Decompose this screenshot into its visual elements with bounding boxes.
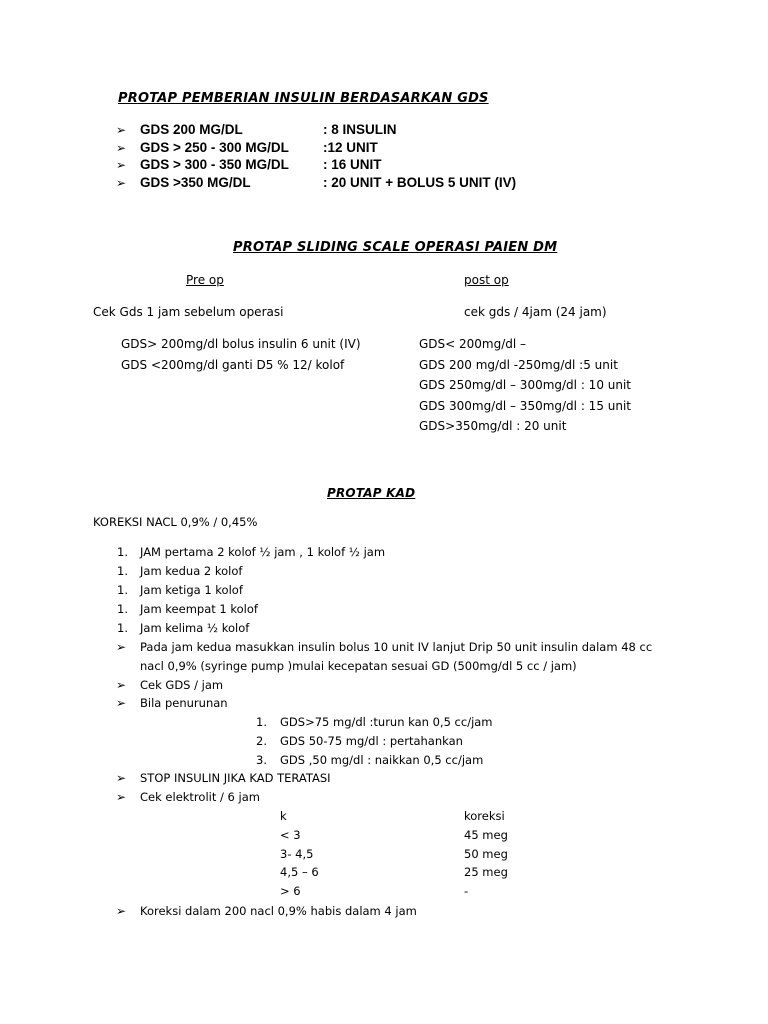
post-op-line: GDS< 200mg/dl – xyxy=(419,337,527,351)
bullet-item-stop-insulin: STOP INSULIN JIKA KAD TERATASI xyxy=(140,771,331,785)
post-op-title: post op xyxy=(464,273,509,287)
post-op-line: GDS 250mg/dl – 300mg/dl : 10 unit xyxy=(419,378,632,392)
bullet-icon: ➢ xyxy=(116,176,127,190)
gds-list-item-value: :12 UNIT xyxy=(323,140,378,155)
pre-op-line: GDS <200mg/dl ganti D5 % 12/ kolof xyxy=(121,358,345,372)
table-cell: 4,5 – 6 xyxy=(280,865,319,879)
table-cell: 45 meg xyxy=(464,828,508,842)
bullet-icon: ➢ xyxy=(116,771,127,785)
sub-item-number: 3. xyxy=(256,753,267,767)
post-op-intro: cek gds / 4jam (24 jam) xyxy=(464,305,607,319)
gds-list-item-value: : 8 INSULIN xyxy=(323,122,397,137)
bullet-icon: ➢ xyxy=(116,158,127,172)
gds-list-item-label: GDS 200 MG/DL xyxy=(140,122,243,137)
list-item-number: 1. xyxy=(117,583,128,597)
post-op-line: GDS 300mg/dl – 350mg/dl : 15 unit xyxy=(419,399,632,413)
bullet-icon: ➢ xyxy=(116,790,127,804)
table-cell: < 3 xyxy=(280,828,301,842)
gds-list-item-label: GDS > 250 - 300 MG/DL xyxy=(140,140,289,155)
list-item-number: 1. xyxy=(117,564,128,578)
bullet-item-penurunan: Bila penurunan xyxy=(140,696,228,710)
gds-list-item-value: : 20 UNIT + BOLUS 5 UNIT (IV) xyxy=(323,175,517,190)
table-cell: 50 meg xyxy=(464,847,508,861)
list-item: Jam kedua 2 kolof xyxy=(140,564,243,578)
list-item: Jam kelima ½ kolof xyxy=(140,621,250,635)
post-op-line: GDS 200 mg/dl -250mg/dl :5 unit xyxy=(419,358,618,372)
list-item-number: 1. xyxy=(117,602,128,616)
bullet-item-insulin-drip-cont: nacl 0,9% (syringe pump )mulai kecepatan sesuai GD (500mg/dl 5 cc / jam) xyxy=(140,659,577,673)
bullet-item-cek-gds: Cek GDS / jam xyxy=(140,678,224,692)
table-cell: > 6 xyxy=(280,884,301,898)
table-cell: - xyxy=(464,884,469,898)
list-item: Jam ketiga 1 kolof xyxy=(140,583,243,597)
list-item: JAM pertama 2 kolof ½ jam , 1 kolof ½ jam xyxy=(140,545,386,559)
heading-insulin-protocol: PROTAP PEMBERIAN INSULIN BERDASARKAN GDS xyxy=(118,91,489,106)
sub-item: GDS>75 mg/dl :turun kan 0,5 cc/jam xyxy=(280,715,493,729)
pre-op-title: Pre op xyxy=(186,273,224,287)
gds-list-item-value: : 16 UNIT xyxy=(323,157,382,172)
table-header: koreksi xyxy=(464,809,505,823)
bullet-icon: ➢ xyxy=(116,696,127,710)
bullet-item-elektrolit: Cek elektrolit / 6 jam xyxy=(140,790,260,804)
table-header: k xyxy=(280,809,287,823)
sub-item: GDS 50-75 mg/dl : pertahankan xyxy=(280,734,463,748)
sub-item-number: 2. xyxy=(256,734,267,748)
gds-list-item-label: GDS > 300 - 350 MG/DL xyxy=(140,157,289,172)
heading-kad: PROTAP KAD xyxy=(327,486,416,500)
heading-sliding-scale: PROTAP SLIDING SCALE OPERASI PAIEN DM xyxy=(233,240,558,255)
list-item: Jam keempat 1 kolof xyxy=(140,602,258,616)
pre-op-line: GDS> 200mg/dl bolus insulin 6 unit (IV) xyxy=(121,337,361,351)
gds-list-item-label: GDS >350 MG/DL xyxy=(140,175,251,190)
table-cell: 3- 4,5 xyxy=(280,847,314,861)
bullet-icon: ➢ xyxy=(116,141,127,155)
bullet-item-koreksi: Koreksi dalam 200 nacl 0,9% habis dalam 4 jam xyxy=(140,904,417,918)
post-op-line: GDS>350mg/dl : 20 unit xyxy=(419,419,567,433)
bullet-icon: ➢ xyxy=(116,123,127,137)
bullet-icon: ➢ xyxy=(116,678,127,692)
koreksi-title: KOREKSI NACL 0,9% / 0,45% xyxy=(93,515,258,529)
table-cell: 25 meg xyxy=(464,865,508,879)
list-item-number: 1. xyxy=(117,545,128,559)
bullet-icon: ➢ xyxy=(116,640,127,654)
list-item-number: 1. xyxy=(117,621,128,635)
sub-item-number: 1. xyxy=(256,715,267,729)
bullet-icon: ➢ xyxy=(116,904,127,918)
pre-op-intro: Cek Gds 1 jam sebelum operasi xyxy=(93,305,284,319)
sub-item: GDS ,50 mg/dl : naikkan 0,5 cc/jam xyxy=(280,753,484,767)
bullet-item-insulin-drip: Pada jam kedua masukkan insulin bolus 10 unit IV lanjut Drip 50 unit insulin dalam 48 cc xyxy=(140,640,653,654)
